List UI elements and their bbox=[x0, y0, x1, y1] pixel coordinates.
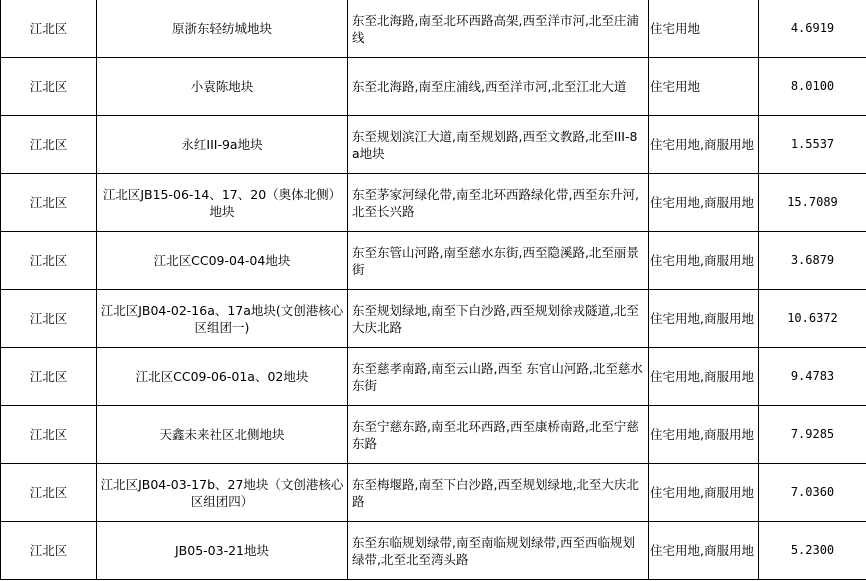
area-cell: 8.0100 bbox=[759, 58, 866, 116]
table-row bbox=[1, 0, 866, 58]
land-use-cell: 住宅用地,商服用地 bbox=[649, 232, 759, 290]
parcel-name-cell: 原浙东轻纺城地块 bbox=[97, 0, 348, 58]
parcel-name-cell: JB05-03-21地块 bbox=[97, 522, 348, 580]
table-row bbox=[1, 58, 866, 116]
table-row bbox=[1, 464, 866, 522]
table-row bbox=[1, 290, 866, 348]
table-row bbox=[1, 116, 866, 174]
area-cell: 7.0360 bbox=[759, 464, 866, 522]
boundary-cell: 东至宁慈东路,南至北环西路,西至康桥南路,北至宁慈东路 bbox=[348, 406, 649, 464]
area-cell: 4.6919 bbox=[759, 0, 866, 58]
parcel-name-cell: 江北区JB04-02-16a、17a地块(文创港核心区组团一) bbox=[97, 290, 348, 348]
land-use-cell: 住宅用地,商服用地 bbox=[649, 522, 759, 580]
boundary-cell: 东至规划绿地,南至下白沙路,西至规划徐戎隧道,北至大庆北路 bbox=[348, 290, 649, 348]
table-row bbox=[1, 522, 866, 580]
district-cell: 江北区 bbox=[1, 174, 97, 232]
boundary-cell: 东至茅家河绿化带,南至北环西路绿化带,西至东升河,北至长兴路 bbox=[348, 174, 649, 232]
district-cell: 江北区 bbox=[1, 406, 97, 464]
district-cell: 江北区 bbox=[1, 522, 97, 580]
district-cell: 江北区 bbox=[1, 58, 97, 116]
parcel-name-cell: 江北区JB04-03-17b、27地块（文创港核心区组团四） bbox=[97, 464, 348, 522]
boundary-cell: 东至北海路,南至北环西路高架,西至洋市河,北至庄浦线 bbox=[348, 0, 649, 58]
table-row bbox=[1, 174, 866, 232]
district-cell: 江北区 bbox=[1, 232, 97, 290]
land-use-cell: 住宅用地 bbox=[649, 0, 759, 58]
table-row bbox=[1, 348, 866, 406]
boundary-cell: 东至东临规划绿带,南至南临规划绿带,西至西临规划绿带,北至北至湾头路 bbox=[348, 522, 649, 580]
area-cell: 1.5537 bbox=[759, 116, 866, 174]
boundary-cell: 东至慈孝南路,南至云山路,西至 东官山河路,北至慈水东街 bbox=[348, 348, 649, 406]
land-use-cell: 住宅用地,商服用地 bbox=[649, 174, 759, 232]
boundary-cell: 东至规划滨江大道,南至规划路,西至文教路,北至III-8a地块 bbox=[348, 116, 649, 174]
parcel-name-cell: 江北区CC09-06-01a、02地块 bbox=[97, 348, 348, 406]
boundary-cell: 东至梅堰路,南至下白沙路,西至规划绿地,北至大庆北路 bbox=[348, 464, 649, 522]
district-cell: 江北区 bbox=[1, 348, 97, 406]
parcel-name-cell: 永红III-9a地块 bbox=[97, 116, 348, 174]
district-cell: 江北区 bbox=[1, 464, 97, 522]
area-cell: 7.9285 bbox=[759, 406, 866, 464]
boundary-cell: 东至东管山河路,南至慈水东街,西至隐溪路,北至丽景街 bbox=[348, 232, 649, 290]
area-cell: 10.6372 bbox=[759, 290, 866, 348]
parcel-name-cell: 小袁陈地块 bbox=[97, 58, 348, 116]
table-row bbox=[1, 232, 866, 290]
district-cell: 江北区 bbox=[1, 116, 97, 174]
table-row bbox=[1, 406, 866, 464]
area-cell: 9.4783 bbox=[759, 348, 866, 406]
parcel-name-cell: 江北区JB15-06-14、17、20（奥体北侧）地块 bbox=[97, 174, 348, 232]
land-use-cell: 住宅用地,商服用地 bbox=[649, 348, 759, 406]
land-use-cell: 住宅用地,商服用地 bbox=[649, 406, 759, 464]
parcel-name-cell: 江北区CC09-04-04地块 bbox=[97, 232, 348, 290]
area-cell: 15.7089 bbox=[759, 174, 866, 232]
district-cell: 江北区 bbox=[1, 290, 97, 348]
land-use-cell: 住宅用地,商服用地 bbox=[649, 464, 759, 522]
boundary-cell: 东至北海路,南至庄浦线,西至洋市河,北至江北大道 bbox=[348, 58, 649, 116]
land-use-cell: 住宅用地,商服用地 bbox=[649, 290, 759, 348]
district-cell: 江北区 bbox=[1, 0, 97, 58]
parcel-name-cell: 天鑫未来社区北侧地块 bbox=[97, 406, 348, 464]
land-use-cell: 住宅用地 bbox=[649, 58, 759, 116]
land-use-cell: 住宅用地,商服用地 bbox=[649, 116, 759, 174]
area-cell: 5.2300 bbox=[759, 522, 866, 580]
area-cell: 3.6879 bbox=[759, 232, 866, 290]
land-parcel-table-body bbox=[1, 0, 866, 580]
